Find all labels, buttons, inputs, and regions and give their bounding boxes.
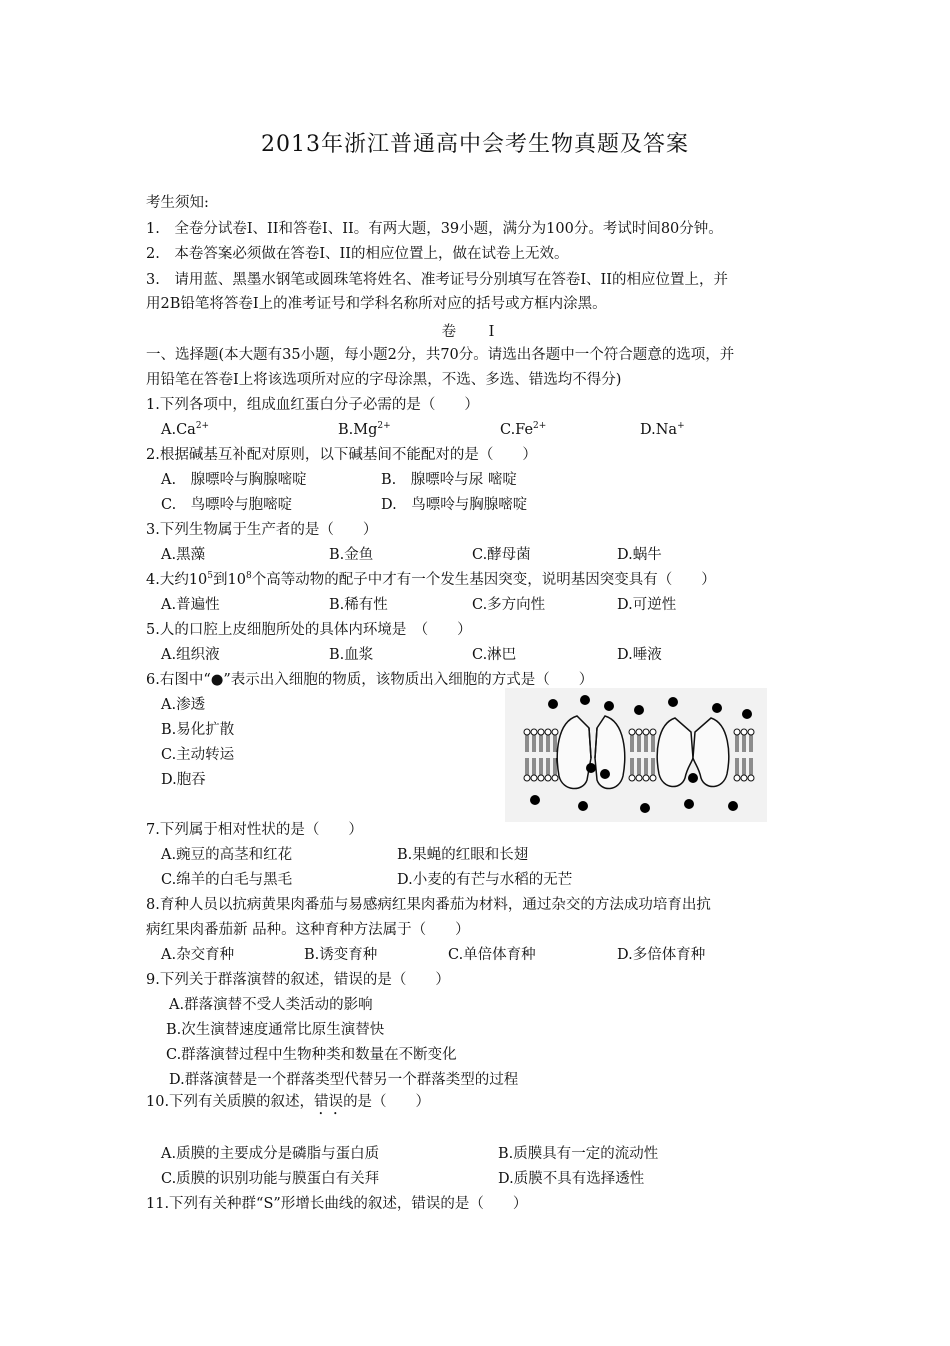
particle-dot: [634, 705, 644, 715]
q10-option-b: B.质膜具有一定的流动性: [498, 1146, 659, 1162]
notice-item-2: 2. 本卷答案必须做在答卷I、II的相应位置上，做在试卷上无效。: [146, 246, 569, 262]
q10-option-c: C.质膜的识别功能与膜蛋白有关拜: [161, 1171, 380, 1187]
q8-stem: 8.育种人员以抗病黄果肉番茄与易感病红果肉番茄为材料，通过杂交的方法成功培育出抗: [146, 897, 711, 913]
notice-heading: 考生须知:: [146, 195, 209, 211]
q4-stem: 4.大约$10^5$到$10^8$个高等动物的配子中才有一个发生基因突变，说明基因突变具有（ ）: [146, 571, 716, 588]
particle-dot: [604, 701, 614, 711]
lipid-head: [650, 775, 656, 781]
q10-option-a: A.质膜的主要成分是磷脂与蛋白质: [161, 1146, 380, 1162]
lipid-head: [734, 729, 740, 735]
lipid-head: [643, 775, 649, 781]
lipid-head: [545, 729, 551, 735]
q2-option-d: D. 鸟嘌呤与胸腺嘧啶: [381, 497, 528, 513]
q1-option-b: $B.Mg^{2+}$: [338, 421, 391, 438]
q8-option-c: C.单倍体育种: [448, 947, 536, 963]
q4-option-b: B.稀有性: [329, 597, 388, 613]
q6-option-d: D.胞吞: [161, 772, 206, 788]
q9-option-a: A.群落演替不受人类活动的影响: [169, 997, 373, 1013]
lipid-head: [629, 775, 635, 781]
q5-option-b: B.血浆: [329, 647, 374, 663]
lipid-head: [629, 729, 635, 735]
lipid-head: [748, 729, 754, 735]
q2-option-a: A. 腺嘌呤与胸腺嘧啶: [161, 472, 307, 488]
particle-dot: [640, 803, 650, 813]
notice-item-3: 3. 请用蓝、黑墨水钢笔或圆珠笔将姓名、准考证号分别填写在答卷I、II的相应位置上，并: [146, 272, 729, 288]
particle-dot: [580, 695, 590, 705]
lipid-head: [741, 775, 747, 781]
q6-option-a: A.渗透: [161, 697, 206, 713]
particle-dot: [728, 801, 738, 811]
q6-stem: 6.右图中“●”表示出入细胞的物质，该物质出入细胞的方式是（ ）: [146, 672, 594, 688]
q1-option-a: $A.Ca^{2+}$: [161, 421, 210, 438]
q4-option-d: D.可逆性: [617, 597, 677, 613]
q3-option-a: A.黑藻: [161, 547, 206, 563]
q5-option-d: D.唾液: [617, 647, 662, 663]
lipid-head: [636, 775, 642, 781]
q1-stem: 1.下列各项中，组成血红蛋白分子必需的是（ ）: [146, 397, 479, 413]
q8-option-d: D.多倍体育种: [617, 947, 706, 963]
q7-stem: 7.下列属于相对性状的是（ ）: [146, 822, 363, 838]
lipid-head: [734, 775, 740, 781]
lipid-head: [531, 775, 537, 781]
lipid-head: [524, 775, 530, 781]
q2-stem: 2.根据碱基互补配对原则，以下碱基间不能配对的是（ ）: [146, 447, 537, 463]
lipid-head: [552, 775, 558, 781]
notice-item-3-cont: 用2B铅笔将答卷I上的准考证号和学科名称所对应的括号或方框内涂黑。: [146, 296, 607, 312]
q3-option-c: C.酵母菌: [472, 547, 531, 563]
lipid-head: [545, 775, 551, 781]
notice-item-1: 1. 全卷分试卷I、II和答卷I、II。有两大题，39小题，满分为100分。考试时间80分钟。: [146, 221, 723, 237]
lipid-head: [748, 775, 754, 781]
q7-option-b: B.果蝇的红眼和长翅: [397, 847, 529, 863]
particle-dot: [712, 703, 722, 713]
particle-dot: [684, 799, 694, 809]
particle-dot: [600, 769, 610, 779]
particle-dot: [578, 801, 588, 811]
q6-option-b: B.易化扩散: [161, 722, 235, 738]
q5-option-a: A.组织液: [161, 647, 220, 663]
q9-option-c: C.群落演替过程中生物种类和数量在不断变化: [166, 1047, 457, 1063]
q11-stem: 11.下列有关种群“S”形增长曲线的叙述，错误的是（ ）: [146, 1196, 528, 1212]
particle-dot: [548, 699, 558, 709]
particle-dot: [668, 697, 678, 707]
q3-stem: 3.下列生物属于生产者的是（ ）: [146, 522, 378, 538]
emphasis-text: 错误: [314, 1094, 344, 1110]
cell-membrane-diagram: [505, 688, 767, 822]
q3-option-d: D.蜗牛: [617, 547, 662, 563]
q1-option-c: $C.Fe^{2+}$: [500, 421, 547, 438]
particle-dot: [586, 763, 596, 773]
q9-option-d: D.群落演替是一个群落类型代替另一个群落类型的过程: [169, 1072, 519, 1088]
particle-dot: [688, 773, 698, 783]
q7-option-c: C.绵羊的白毛与黑毛: [161, 872, 293, 888]
q8-option-a: A.杂交育种: [161, 947, 235, 963]
q10-option-d: D.质膜不具有选择透性: [498, 1171, 645, 1187]
q3-option-b: B.金鱼: [329, 547, 374, 563]
lipid-head: [650, 729, 656, 735]
q8-option-b: B.诱变育种: [304, 947, 378, 963]
lipid-head: [636, 729, 642, 735]
particle-dot: [530, 795, 540, 805]
q7-option-a: A.豌豆的高茎和红花: [161, 847, 293, 863]
part1-instructions-cont: 用铅笔在答卷I上将该选项所对应的字母涂黑，不选、多选、错选均不得分): [146, 372, 622, 388]
particle-dot: [742, 709, 752, 719]
q7-option-d: D.小麦的有芒与水稻的无芒: [397, 872, 573, 888]
lipid-head: [741, 729, 747, 735]
q5-stem: 5.人的口腔上皮细胞所处的具体内环境是 （ ）: [146, 622, 472, 638]
q6-option-c: C.主动转运: [161, 747, 235, 763]
q9-stem: 9.下列关于群落演替的叙述，错误的是（ ）: [146, 972, 450, 988]
section-title: 卷 I: [441, 324, 509, 340]
q10-stem: 10.下列有关质膜的叙述，错误的是（ ）: [146, 1094, 431, 1110]
q8-stem-cont: 病红果肉番茄新 品种。这种育种方法属于（ ）: [146, 922, 470, 938]
q5-option-c: C.淋巴: [472, 647, 517, 663]
q4-option-a: A.普遍性: [161, 597, 220, 613]
q1-option-d: D.Na+: [640, 421, 685, 438]
part1-instructions: 一、选择题(本大题有35小题，每小题2分，共70分。请选出各题中一个符合题意的选项，并: [146, 347, 735, 363]
q9-option-b: B.次生演替速度通常比原生演替快: [166, 1022, 385, 1038]
q2-option-c: C. 鸟嘌呤与胞嘧啶: [161, 497, 293, 513]
page-title: 2013年浙江普通高中会考生物真题及答案: [261, 132, 689, 157]
lipid-head: [643, 729, 649, 735]
q4-option-c: C.多方向性: [472, 597, 546, 613]
lipid-head: [531, 729, 537, 735]
q2-option-b: B. 腺嘌呤与尿 嘧啶: [381, 472, 517, 488]
lipid-head: [538, 775, 544, 781]
lipid-head: [524, 729, 530, 735]
lipid-head: [552, 729, 558, 735]
lipid-head: [538, 729, 544, 735]
